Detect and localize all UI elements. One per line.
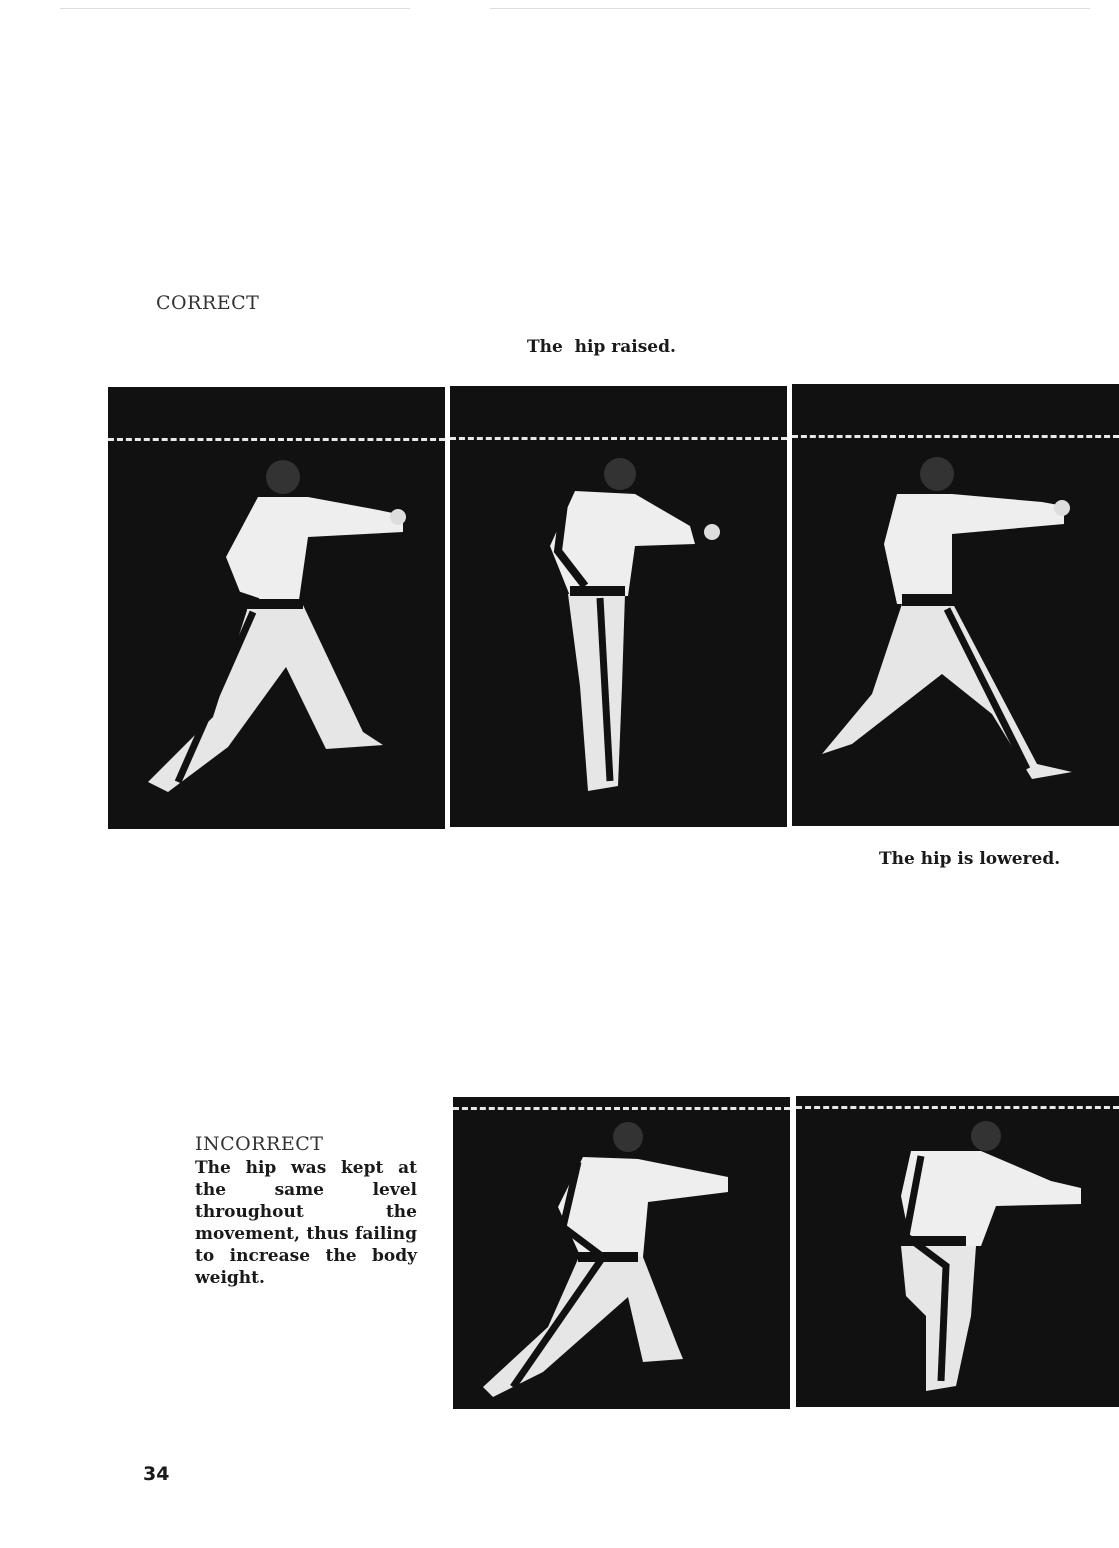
photo-incorrect-2 xyxy=(796,1096,1119,1407)
photo-correct-2 xyxy=(450,386,787,827)
figure-front-stance xyxy=(108,387,445,829)
scan-edge-line xyxy=(490,8,1090,9)
figure-incorrect-stance xyxy=(453,1097,790,1409)
photo-correct-3 xyxy=(792,384,1119,826)
incorrect-heading: INCORRECT xyxy=(195,1133,324,1155)
figure-front-stance-lowered xyxy=(792,384,1119,826)
incorrect-description: The hip was kept at the same level throughout the movement, thus failing to increase the body weight. xyxy=(195,1158,417,1288)
caption-hip-raised: The hip raised. xyxy=(527,337,676,357)
correct-heading: CORRECT xyxy=(156,292,260,314)
scan-edge-line xyxy=(60,8,410,9)
page-number: 34 xyxy=(143,1463,170,1485)
figure-incorrect-crouch xyxy=(796,1096,1119,1407)
figure-transition xyxy=(450,386,787,827)
photo-incorrect-1 xyxy=(453,1097,790,1409)
photo-correct-1 xyxy=(108,387,445,829)
caption-hip-lowered: The hip is lowered. xyxy=(879,849,1061,869)
